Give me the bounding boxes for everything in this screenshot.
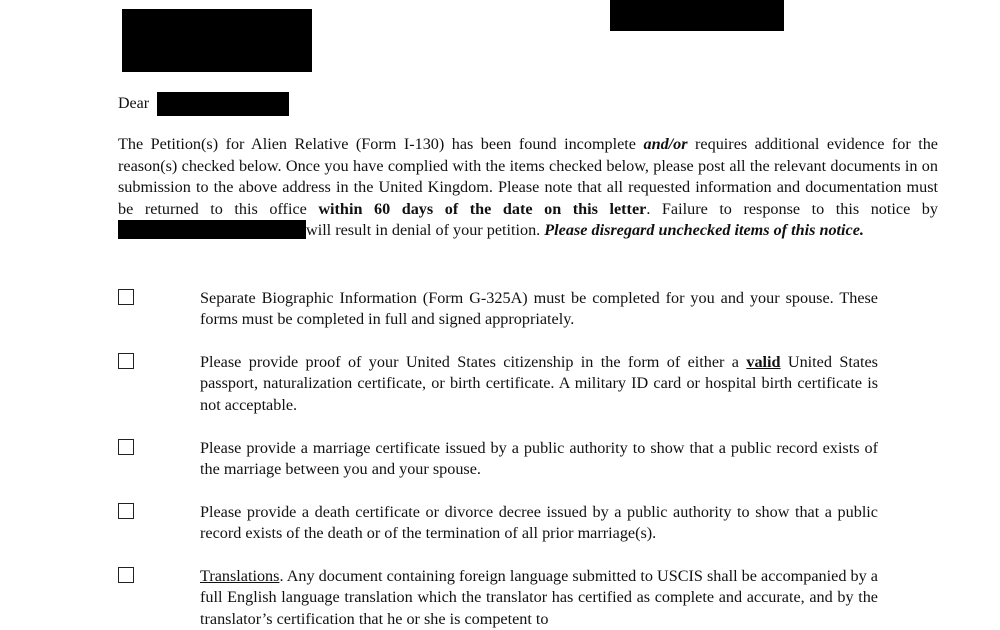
- intro-deadline-emphasis: within 60 days of the date on this letter: [318, 199, 647, 218]
- item-biographic-info: [200, 288, 878, 331]
- redacted-reference-block: [610, 0, 784, 31]
- item-marriage-certificate: [200, 438, 878, 481]
- redacted-sender-block: [122, 9, 312, 72]
- item-translations-heading: Translations: [200, 567, 280, 585]
- intro-text-1: The Petition(s) for Alien Relative (Form I-130) has been found incomplete: [118, 135, 644, 153]
- item-citizenship-proof-text-2: United States passport, naturalization certificate, or birth certificate. A military ID card or hospital birth certificate is not acceptable.: [200, 353, 878, 414]
- item-citizenship-proof-valid: valid: [746, 353, 781, 371]
- item-biographic-info-text: Separate Biographic Information (Form G-325A) must be completed for you and your spouse. These forms must be completed in full and signed appropriately.: [200, 289, 878, 329]
- intro-text-4: will result in denial of your petition.: [306, 221, 545, 240]
- checkbox-death-divorce-certificate[interactable]: [118, 503, 134, 519]
- intro-text-2: requires additional evidence for the reason(s) checked below. Once you have complied with the items checked below, please post all the relevant documents in on submission to the above address in the United Kingdom. Please note that all requested information and documentation must be returned to this office: [118, 135, 938, 218]
- salutation: Dear: [118, 95, 150, 112]
- redacted-recipient-name: [157, 92, 289, 116]
- item-marriage-certificate-text: Please provide a marriage certificate issued by a public authority to show that a public record exists of the marriage between you and your spouse.: [200, 439, 878, 479]
- item-translations-text: . Any document containing foreign language submitted to USCIS shall be accompanied by a full English language translation which the translator has certified as complete and accurate, and by the translator’s certification that he or she is competent to: [200, 567, 878, 628]
- redacted-deadline-date: [118, 220, 306, 239]
- intro-text-3: . Failure to response to this notice by: [646, 199, 938, 218]
- checkbox-biographic-info[interactable]: [118, 289, 134, 305]
- checkbox-translations[interactable]: [118, 567, 134, 583]
- checkbox-marriage-certificate[interactable]: [118, 439, 134, 455]
- item-death-divorce-certificate-text: Please provide a death certificate or divorce decree issued by a public authority to show that a public record exists of the death or of the termination of all prior marriage(s).: [200, 503, 878, 543]
- item-citizenship-proof: [200, 352, 878, 416]
- intro-emphasis-andor: and/or: [643, 135, 688, 153]
- item-death-divorce-certificate: [200, 502, 878, 545]
- intro-paragraph: [118, 134, 938, 242]
- intro-disregard-note: Please disregard unchecked items of this notice.: [544, 221, 864, 240]
- item-citizenship-proof-text-1: Please provide proof of your United States citizenship in the form of either a: [200, 353, 747, 371]
- checkbox-citizenship-proof[interactable]: [118, 353, 134, 369]
- item-translations: [200, 566, 878, 630]
